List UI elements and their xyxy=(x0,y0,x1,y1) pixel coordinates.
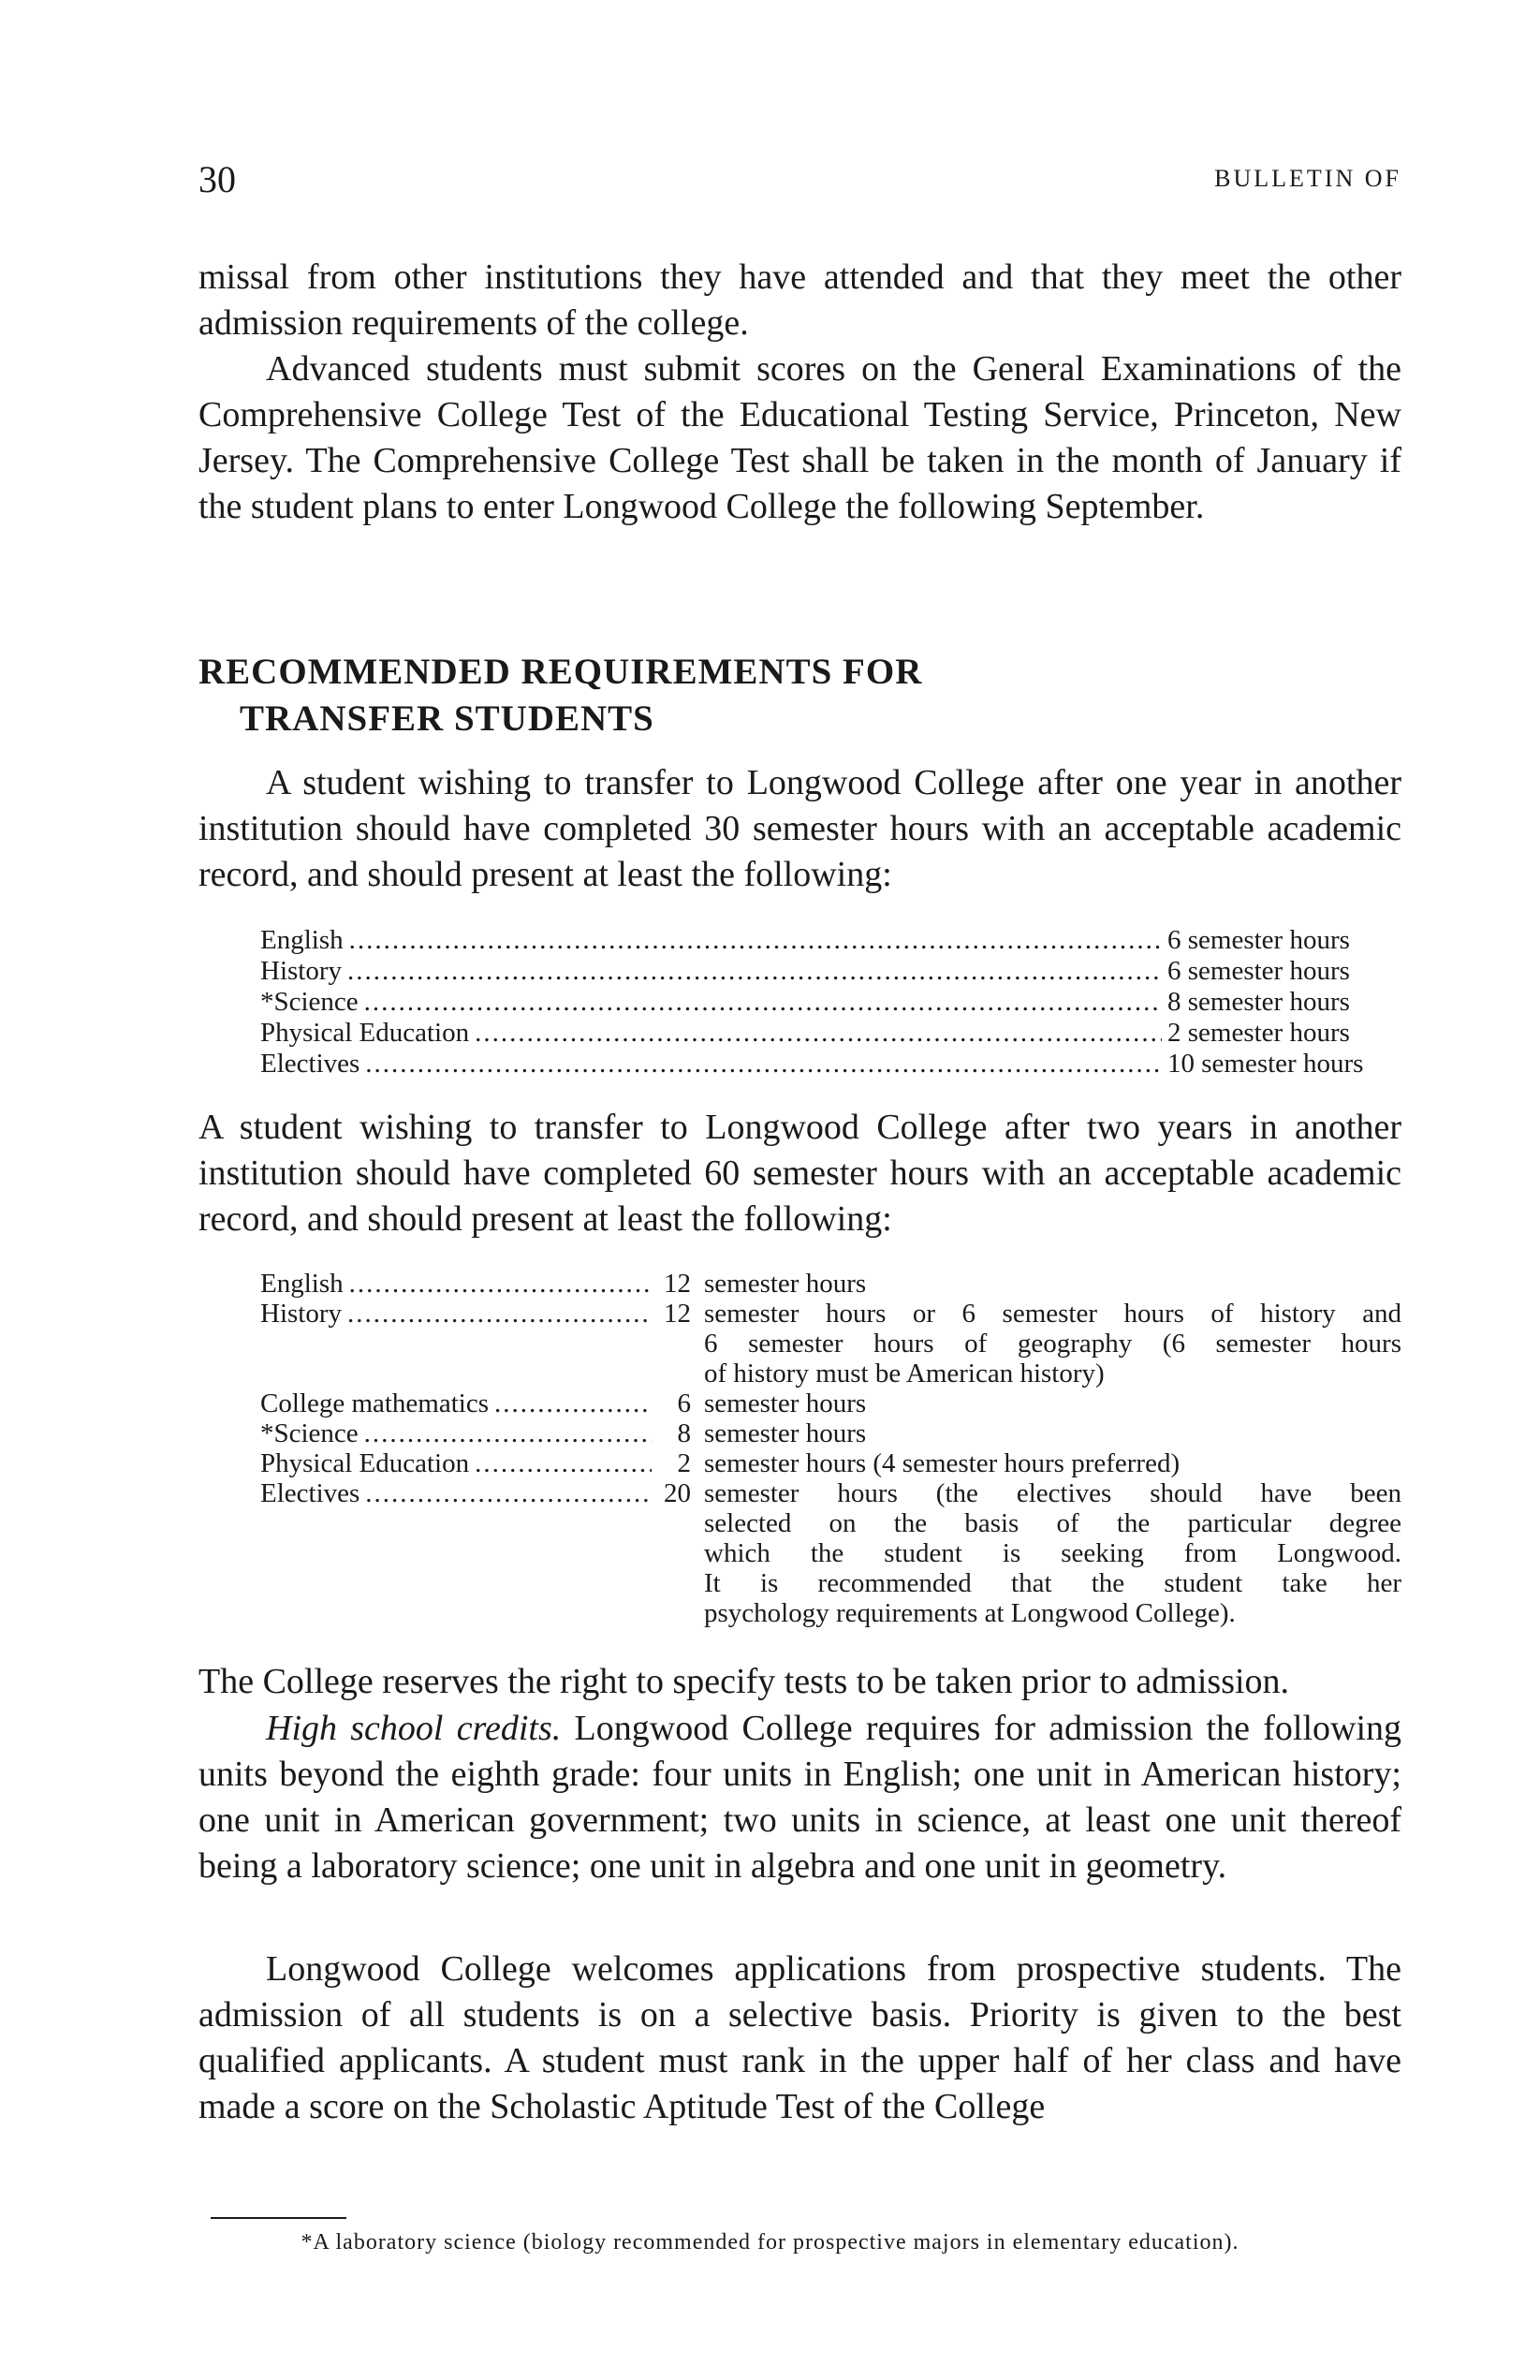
dot-leader xyxy=(475,1018,1162,1049)
intro-continuation: missal from other institutions they have attended and that they meet the other admission requirements of the college. xyxy=(198,257,1401,343)
requirement-number: 6 xyxy=(677,1388,691,1418)
dot-leader xyxy=(364,1418,652,1448)
requirement-number: 20 xyxy=(664,1478,691,1508)
dot-leader xyxy=(365,1478,652,1508)
high-school-credits-paragraph xyxy=(198,1706,1401,1889)
requirement-description xyxy=(704,1269,1401,1299)
high-school-credits-label: High school credits. xyxy=(266,1709,562,1748)
requirement-row xyxy=(260,1448,1401,1478)
description-line: semester hours (the electives should have been xyxy=(704,1478,1401,1508)
dot-leader xyxy=(364,987,1162,1018)
requirement-number: 8 xyxy=(677,1418,691,1448)
requirement-row xyxy=(260,1388,1401,1418)
requirement-subject: English xyxy=(260,925,344,955)
requirement-subject: *Science xyxy=(260,1418,359,1448)
requirement-number: 2 xyxy=(677,1448,691,1478)
description-line: It is recommended that the student take her xyxy=(704,1568,1401,1598)
requirement-row xyxy=(260,1478,1401,1628)
dot-leader xyxy=(494,1388,652,1418)
requirement-number: 12 xyxy=(664,1269,691,1299)
description-line: semester hours xyxy=(704,1269,867,1299)
requirement-row xyxy=(260,1018,1401,1049)
description-line: 6 semester hours of geography (6 semester hours xyxy=(704,1329,1401,1359)
requirement-description xyxy=(704,1478,1401,1628)
requirement-row xyxy=(260,925,1401,956)
dot-leader xyxy=(349,1269,652,1299)
high-school-credits-text: Longwood College requires for admission the following units beyond the eighth grade: four units in English; one unit in American history; one unit in American government; two units in science, at least one unit thereof being a laboratory science; one unit in algebra and one unit in geometry. xyxy=(198,1709,1402,1886)
two-year-intro: A student wishing to transfer to Longwood College after two years in another institution should have completed 60 semester hours with an acceptable academic record, and should present at least the following: xyxy=(198,1108,1401,1239)
section-heading-line2: TRANSFER STUDENTS xyxy=(240,698,654,739)
requirement-hours: 8 semester hours xyxy=(1167,987,1350,1017)
running-head: BULLETIN OF xyxy=(1214,165,1401,192)
section-heading xyxy=(198,649,1401,742)
requirement-description xyxy=(704,1418,1401,1448)
requirement-subject: College mathematics xyxy=(260,1388,490,1418)
requirement-hours: 6 semester hours xyxy=(1167,956,1350,986)
advanced-students-paragraph: Advanced students must submit scores on the General Examinations of the Comprehensive College Test of the Educational Testing Service, Princeton, New Jersey. The Comprehensive College Test shall be taken in the month of January if the student plans to enter Longwood College the following September. xyxy=(198,349,1401,526)
requirement-subject: English xyxy=(260,1269,344,1299)
requirement-subject: History xyxy=(260,1299,342,1329)
one-year-requirements-table xyxy=(260,925,1401,1080)
requirement-row xyxy=(260,1049,1401,1080)
requirement-description xyxy=(704,1388,1401,1418)
requirement-subject: History xyxy=(260,956,342,986)
selective-admission-paragraph: Longwood College welcomes applications from prospective students. The admission of all students is on a selective basis. Priority is given to the best qualified applicants. A student must rank in the upper half of her class and have made a score on the Scholastic Aptitude Test of the College xyxy=(198,1949,1401,2126)
page-number: 30 xyxy=(198,158,236,200)
requirement-hours: 6 semester hours xyxy=(1167,925,1350,955)
description-line: semester hours (4 semester hours preferred) xyxy=(704,1448,1181,1478)
requirement-row xyxy=(260,956,1401,987)
description-line: selected on the basis of the particular degree xyxy=(704,1508,1401,1538)
dot-leader xyxy=(349,925,1162,956)
requirement-subject: Electives xyxy=(260,1478,360,1508)
dot-leader xyxy=(365,1049,1162,1080)
requirement-row xyxy=(260,1299,1401,1388)
requirement-row xyxy=(260,987,1401,1018)
two-year-requirements-table xyxy=(260,1269,1401,1628)
requirement-hours: 2 semester hours xyxy=(1167,1018,1350,1048)
tests-note: The College reserves the right to specify tests to be taken prior to admission. xyxy=(198,1662,1290,1701)
page-header xyxy=(198,157,1401,204)
requirement-description xyxy=(704,1448,1401,1478)
description-line: semester hours or 6 semester hours of history and xyxy=(704,1299,1401,1329)
footnote-divider xyxy=(211,2217,346,2219)
description-line: semester hours xyxy=(704,1388,867,1418)
description-line: which the student is seeking from Longwood. xyxy=(704,1538,1401,1568)
requirement-row xyxy=(260,1418,1401,1448)
dot-leader xyxy=(347,956,1162,987)
description-line: of history must be American history) xyxy=(704,1359,1105,1388)
requirement-description xyxy=(704,1299,1401,1388)
requirement-subject: Electives xyxy=(260,1049,360,1079)
requirement-subject: *Science xyxy=(260,987,359,1017)
requirement-row xyxy=(260,1269,1401,1299)
description-line: semester hours xyxy=(704,1418,867,1448)
one-year-intro: A student wishing to transfer to Longwood College after one year in another institution should have completed 30 semester hours with an acceptable academic record, and should present at least the following: xyxy=(198,763,1401,894)
description-line: psychology requirements at Longwood College). xyxy=(704,1598,1236,1628)
requirement-subject: Physical Education xyxy=(260,1018,470,1048)
requirement-number: 12 xyxy=(664,1299,691,1329)
section-heading-line1: RECOMMENDED REQUIREMENTS FOR xyxy=(198,652,923,692)
requirement-subject: Physical Education xyxy=(260,1448,470,1478)
footnote: *A laboratory science (biology recommended for prospective majors in elementary education). xyxy=(301,2230,1239,2255)
dot-leader xyxy=(347,1299,652,1329)
dot-leader xyxy=(475,1448,652,1478)
requirement-hours: 10 semester hours xyxy=(1167,1049,1364,1079)
